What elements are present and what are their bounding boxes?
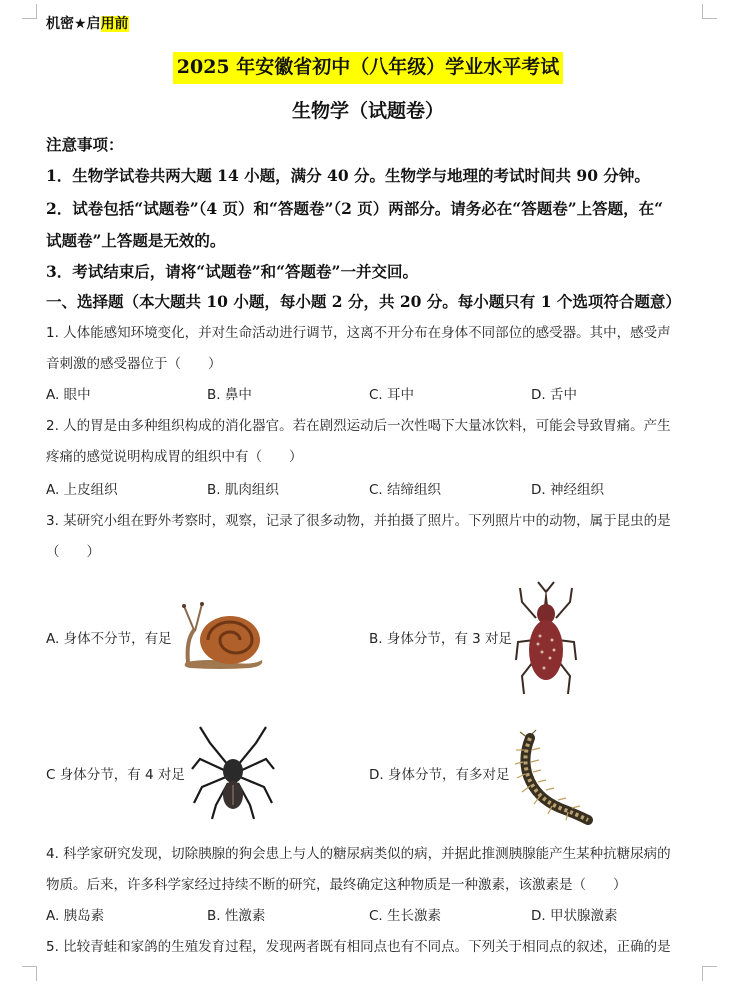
question-2-option-c: C. 结缔组织 [369,482,442,498]
question-3-option-d: D. 身体分节，有多对足 [369,767,510,783]
crop-mark-bottom-right [702,966,717,981]
notes-item-2-cont: 试题卷”上答题是无效的。 [46,231,226,250]
question-2-line-1: 2. 人的胃是由多种组织构成的消化器官。若在剧烈运动后一次性喝下大量冰饮料，可能会导致胃痛。产生 [46,418,671,434]
crop-mark-top-right [702,4,717,19]
question-3-option-c: C 身体分节，有 4 对足 [46,767,185,783]
question-2-line-2: 疼痛的感觉说明构成胃的组织中有（ ） [46,449,303,465]
question-4-option-b: B. 性激素 [207,908,266,924]
question-4-option-d: D. 甲状腺激素 [531,908,618,924]
question-1-option-b: B. 鼻中 [207,387,252,403]
question-4-option-a: A. 胰岛素 [46,908,105,924]
question-1-option-a: A. 眼中 [46,387,91,403]
weevil-image [514,580,578,700]
question-2-option-a: A. 上皮组织 [46,482,118,498]
crop-mark-top-left [22,4,37,19]
question-4-line-1: 4. 科学家研究发现，切除胰腺的狗会患上与人的糖尿病类似的病，并据此推测胰腺能产生某种抗糖尿病的 [46,846,671,862]
confidential-label: 机密★启用前 [46,16,129,32]
question-2-option-d: D. 神经组织 [531,482,604,498]
question-3-option-a: A. 身体不分节，有足 [46,631,172,647]
question-1-option-d: D. 舌中 [531,387,577,403]
question-2-option-b: B. 肌肉组织 [207,482,279,498]
question-1-line-1: 1. 人体能感知环境变化，并对生命活动进行调节，这离不开分布在身体不同部位的感受器。其中，感受声 [46,325,671,341]
question-3-line-2: （ ） [46,544,100,560]
question-3-line-1: 3. 某研究小组在野外考察时，观察，记录了很多动物，并拍摄了照片。下列照片中的动物，属于昆虫的是 [46,513,671,529]
question-5-line-1: 5. 比较青蛙和家鸽的生殖发育过程，发现两者既有相同点也有不同点。下列关于相同点的叙述，正确的是 [46,939,671,955]
notes-heading: 注意事项： [46,135,124,154]
notes-item-1: 1．生物学试卷共两大题 14 小题，满分 40 分。生物学与地理的考试时间共 90 分钟。 [46,166,650,185]
question-4-option-c: C. 生长激素 [369,908,442,924]
snail-image [180,600,266,670]
section-heading: 一、选择题（本大题共 10 小题，每小题 2 分，共 20 分。每小题只有 1 个选项符合题意） [46,292,681,311]
crop-mark-bottom-left [22,966,37,981]
centipede-image [514,728,594,824]
question-1-line-2: 音刺激的感受器位于（ ） [46,356,222,372]
notes-item-2: 2．试卷包括“试题卷”（4 页）和“答题卷”（2 页）两部分。请务必在“答题卷”上答题，在“ [46,199,664,218]
notes-item-3: 3．考试结束后，请将“试题卷”和“答题卷”一并交回。 [46,262,418,281]
question-4-line-2: 物质。后来，许多科学家经过持续不断的研究，最终确定这种物质是一种激素，该激素是（ ） [46,877,627,893]
exam-title: 2025 年安徽省初中（八年级）学业水平考试 [0,52,736,79]
question-1-option-c: C. 耳中 [369,387,415,403]
question-3-option-b: B. 身体分节，有 3 对足 [369,631,513,647]
spider-image [190,725,276,821]
exam-subtitle: 生物学（试题卷） [291,100,444,122]
